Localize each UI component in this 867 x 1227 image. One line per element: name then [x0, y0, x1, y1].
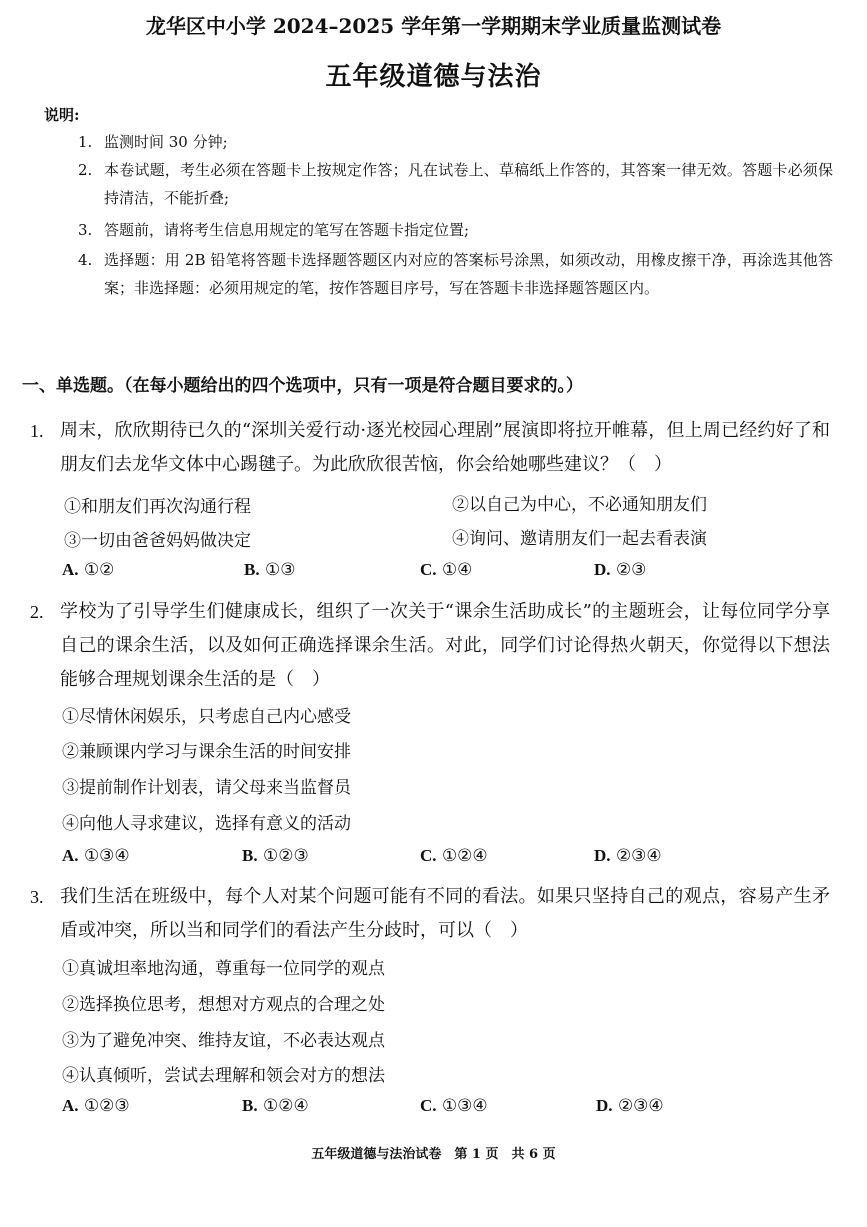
instruction-item — [78, 128, 833, 156]
choice-value: ①③ — [265, 560, 296, 580]
choice-value: ②③④ — [617, 1096, 664, 1116]
choice-letter: B. — [244, 560, 260, 579]
answer-choice — [420, 846, 488, 866]
instruction-number: 1. — [78, 133, 93, 151]
question-text: 周末，欣欣期待已久的“深圳关爱行动·逐光校园心理剧”展演即将拉开帷幕，但上周已经约好了和朋友们去龙华文体中心踢毽子。为此欣欣很苦恼，你会给她哪些建议？（ ） — [60, 420, 830, 475]
choice-letter: B. — [242, 1096, 258, 1115]
choice-value: ①②③ — [263, 846, 309, 866]
option: ①和朋友们再次沟通行程 — [64, 497, 251, 517]
page-footer: 五年级道德与法治试卷 第 1 页 共 6 页 — [311, 1147, 556, 1162]
section-heading: 一、单选题。（在每小题给出的四个选项中，只有一项是符合题目要求的。） — [22, 376, 583, 396]
instruction-text: 监测时间 30 分钟; — [104, 133, 228, 151]
answer-choice — [62, 1096, 130, 1116]
question-1 — [30, 414, 830, 482]
question-number: 1. — [30, 421, 44, 441]
subject-title: 五年级道德与法治 — [325, 62, 542, 92]
choice-letter: A. — [62, 846, 79, 865]
question-3 — [30, 880, 830, 948]
instruction-text: 答题前，请将考生信息用规定的笔写在答题卡指定位置; — [104, 221, 470, 239]
answer-choice — [242, 846, 309, 866]
choice-letter: C. — [420, 1096, 437, 1115]
choice-letter: B. — [242, 846, 258, 865]
choice-value: ①④ — [441, 560, 473, 580]
choice-value: ①②④ — [263, 1096, 309, 1116]
option: ③提前制作计划表，请父母来当监督员 — [62, 778, 351, 798]
question-text: 我们生活在班级中，每个人对某个问题可能有不同的看法。如果只坚持自己的观点，容易产生矛盾或冲突，所以当和同学们的看法产生分歧时，可以（ ） — [60, 886, 830, 941]
instruction-item — [78, 156, 833, 212]
option: ③为了避免冲突、维持友谊，不必表达观点 — [62, 1031, 385, 1051]
exam-title: 龙华区中小学 2024–2025 学年第一学期期末学业质量监测试卷 — [145, 14, 722, 38]
option: ③一切由爸爸妈妈做决定 — [64, 531, 251, 551]
choice-letter: C. — [420, 846, 437, 865]
instruction-text: 选择题：用 2B 铅笔将答题卡选择题答题区内对应的答案标号涂黑，如须改动，用橡皮擦干净，再涂选其他答案；非选择题：必须用规定的笔，按作答题目序号，写在答题卡非选择题答题区内。 — [104, 251, 833, 297]
option: ④认真倾听，尝试去理解和领会对方的想法 — [62, 1066, 385, 1086]
option: ①尽情休闲娱乐，只考虑自己内心感受 — [62, 707, 351, 727]
choice-letter: D. — [594, 846, 611, 865]
answer-choice — [420, 560, 472, 580]
answer-choice — [596, 1096, 664, 1116]
instruction-number: 2. — [78, 161, 93, 179]
question-2 — [30, 595, 830, 697]
choice-value: ②③④ — [615, 846, 662, 866]
choice-value: ①③④ — [441, 1096, 488, 1116]
option: ②选择换位思考，想想对方观点的合理之处 — [62, 995, 385, 1015]
answer-choice — [242, 1096, 309, 1116]
instruction-text: 本卷试题，考生必须在答题卡上按规定作答；凡在试卷上、草稿纸上作答的，其答案一律无效。答题卡必须保持清洁，不能折叠; — [104, 161, 833, 207]
answer-choice — [420, 1096, 488, 1116]
choice-value: ②③ — [615, 560, 647, 580]
choice-letter: D. — [594, 560, 611, 579]
instructions-label: 说明: — [44, 106, 80, 124]
answer-choice — [62, 846, 130, 866]
choice-letter: A. — [62, 560, 79, 579]
choice-letter: D. — [596, 1096, 613, 1115]
option: ④向他人寻求建议，选择有意义的活动 — [62, 814, 351, 834]
answer-choice — [244, 560, 295, 580]
option: ④询问、邀请朋友们一起去看表演 — [452, 529, 707, 549]
choice-value: ①②③ — [83, 1096, 130, 1116]
option: ②兼顾课内学习与课余生活的时间安排 — [62, 742, 351, 762]
question-number: 2. — [30, 602, 44, 622]
option: ①真诚坦率地沟通，尊重每一位同学的观点 — [62, 959, 385, 979]
question-number: 3. — [30, 887, 44, 907]
instruction-item — [78, 216, 833, 244]
instruction-number: 3. — [78, 221, 93, 239]
answer-choice — [62, 560, 114, 580]
answer-choice — [594, 846, 662, 866]
choice-letter: C. — [420, 560, 437, 579]
choice-letter: A. — [62, 1096, 79, 1115]
choice-value: ①② — [83, 560, 115, 580]
instruction-number: 4. — [78, 251, 93, 269]
answer-choice — [594, 560, 646, 580]
choice-value: ①③④ — [83, 846, 130, 866]
instruction-item — [78, 246, 833, 302]
question-text: 学校为了引导学生们健康成长，组织了一次关于“课余生活助成长”的主题班会，让每位同学分享自己的课余生活，以及如何正确选择课余生活。对此，同学们讨论得热火朝天，你觉得以下想法能够合理规划课余生活的是（ ） — [60, 601, 830, 690]
option: ②以自己为中心，不必通知朋友们 — [452, 495, 707, 515]
choice-value: ①②④ — [441, 846, 488, 866]
